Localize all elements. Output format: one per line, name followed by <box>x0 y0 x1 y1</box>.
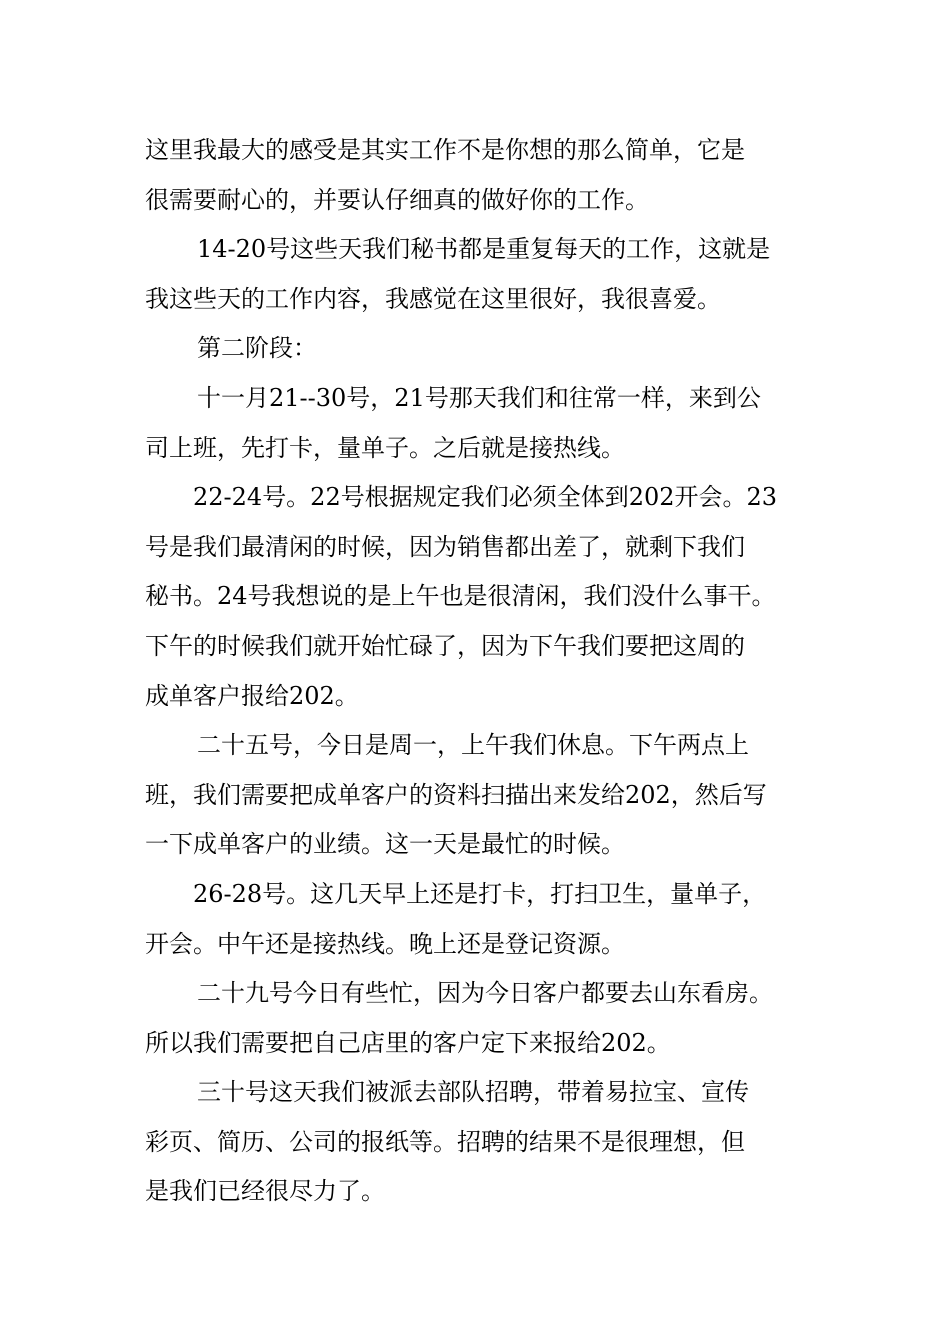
section-heading <box>145 324 825 374</box>
text-line: 开会。中午还是接热线。晚上还是登记资源。 <box>145 929 625 958</box>
text-line: 号是我们最清闲的时候，因为销售都出差了，就剩下我们 <box>145 532 745 561</box>
document-body <box>145 126 825 1217</box>
paragraph-4 <box>145 374 825 473</box>
text-line: 二十九号今日有些忙，因为今日客户都要去山东看房。 <box>197 979 773 1008</box>
text-line: 成单客户报给202。 <box>145 681 359 710</box>
paragraph-9 <box>145 1068 825 1217</box>
paragraph-2 <box>145 225 825 324</box>
paragraph-6 <box>145 721 825 870</box>
text-line: 14-20号这些天我们秘书都是重复每天的工作，这就是 <box>197 235 771 264</box>
text-line: 班，我们需要把成单客户的资料扫描出来发给202，然后写 <box>145 780 767 809</box>
text-line: 司上班，先打卡，量单子。之后就是接热线。 <box>145 433 625 462</box>
paragraph-5 <box>145 473 825 721</box>
text-line: 彩页、简历、公司的报纸等。招聘的结果不是很理想，但 <box>145 1127 745 1156</box>
text-line: 很需要耐心的，并要认仔细真的做好你的工作。 <box>145 185 649 214</box>
text-line: 三十号这天我们被派去部队招聘，带着易拉宝、宣传 <box>197 1078 749 1107</box>
paragraph-8 <box>145 969 825 1068</box>
text-line: 我这些天的工作内容，我感觉在这里很好，我很喜爱。 <box>145 284 721 313</box>
paragraph-1 <box>145 126 825 225</box>
text-line: 下午的时候我们就开始忙碌了，因为下午我们要把这周的 <box>145 631 745 660</box>
text-line: 这里我最大的感受是其实工作不是你想的那么简单，它是 <box>145 136 745 164</box>
text-line: 一下成单客户的业绩。这一天是最忙的时候。 <box>145 830 625 859</box>
text-line: 秘书。24号我想说的是上午也是很清闲，我们没什么事干。 <box>145 582 776 611</box>
text-line: 26-28号。这几天早上还是打卡，打扫卫生，量单子， <box>193 879 767 908</box>
text-line: 是我们已经很尽力了。 <box>145 1177 385 1206</box>
text-line: 第二阶段： <box>197 334 317 363</box>
text-line: 二十五号，今日是周一，上午我们休息。下午两点上 <box>197 731 749 760</box>
text-line: 22-24号。22号根据规定我们必须全体到202开会。23 <box>193 483 778 512</box>
text-line: 所以我们需要把自己店里的客户定下来报给202。 <box>145 1028 671 1057</box>
text-line: 十一月21--30号，21号那天我们和往常一样，来到公 <box>197 383 761 412</box>
paragraph-7 <box>145 870 825 969</box>
